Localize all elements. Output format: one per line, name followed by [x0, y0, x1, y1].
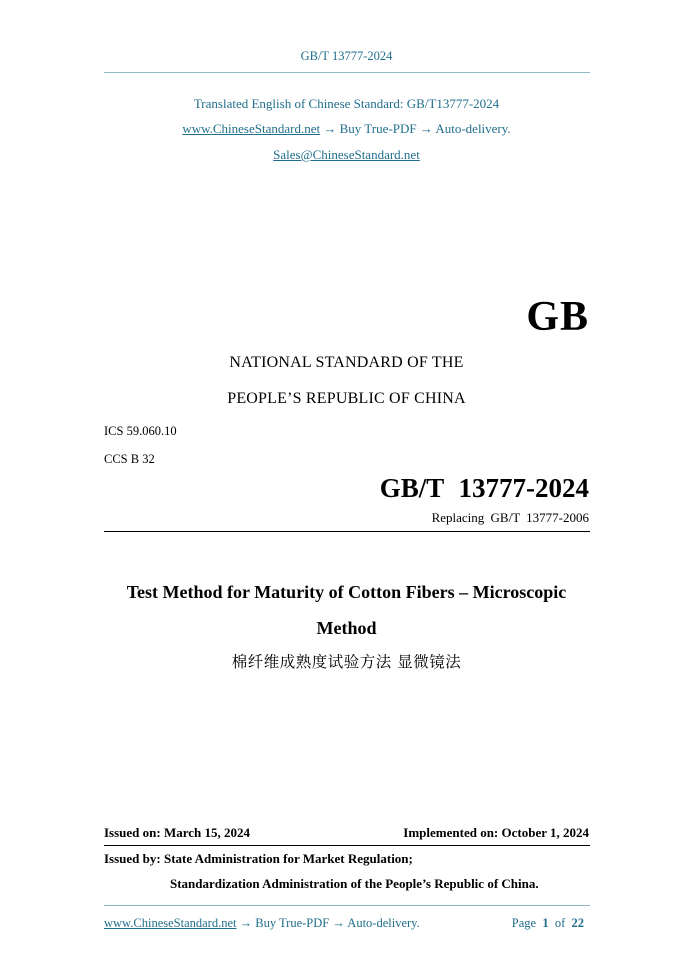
page-number: 1 [542, 916, 549, 930]
site-link[interactable]: www.ChineseStandard.net [182, 121, 321, 136]
title-divider [104, 531, 590, 532]
footer-divider [104, 905, 590, 906]
header-divider [104, 72, 590, 73]
ics-code: ICS 59.060.10 [104, 424, 177, 438]
document-title-english: Test Method for Maturity of Cotton Fibers – Microscopic Method [126, 582, 567, 638]
translation-notice: Translated English of Chinese Standard: GB/T13777-2024 [193, 96, 500, 111]
issued-on-date: Issued on: March 15, 2024 [104, 825, 251, 840]
promo-line [0, 121, 693, 137]
implemented-on-date: Implemented on: October 1, 2024 [403, 825, 589, 840]
running-header-code: GB/T 13777-2024 [300, 49, 393, 63]
dates-divider [104, 845, 590, 846]
issued-by-line-2: Standardization Administration of the People’s Republic of China. [170, 876, 539, 891]
footer-site-link[interactable]: www.ChineseStandard.net [104, 916, 237, 930]
national-standard-line-2: PEOPLE’S REPUBLIC OF CHINA [227, 390, 466, 407]
page-total: 22 [571, 916, 584, 930]
document-title-chinese: 棉纤维成熟度试验方法 显微镜法 [231, 653, 462, 671]
page-indicator [512, 916, 584, 931]
issued-by-line-1: Issued by: State Administration for Market Regulation; [104, 851, 413, 866]
footer-promo-text: → Buy True-PDF → Auto-delivery. [236, 916, 420, 930]
email-link[interactable]: Sales@ChineseStandard.net [273, 147, 420, 162]
footer-promo [104, 916, 420, 931]
ccs-code: CCS B 32 [104, 452, 155, 466]
page-label: Page [511, 916, 537, 930]
email-line [0, 147, 693, 163]
standard-number: GB/T 13777-2024 [379, 473, 589, 503]
promo-line-text: → Buy True-PDF → Auto-delivery. [320, 121, 511, 136]
national-standard-line-1: NATIONAL STANDARD OF THE [229, 354, 464, 371]
of-label: of [554, 916, 566, 930]
gb-logo-mark: GB [526, 294, 589, 340]
replacing-note: Replacing GB/T 13777-2006 [431, 510, 589, 525]
